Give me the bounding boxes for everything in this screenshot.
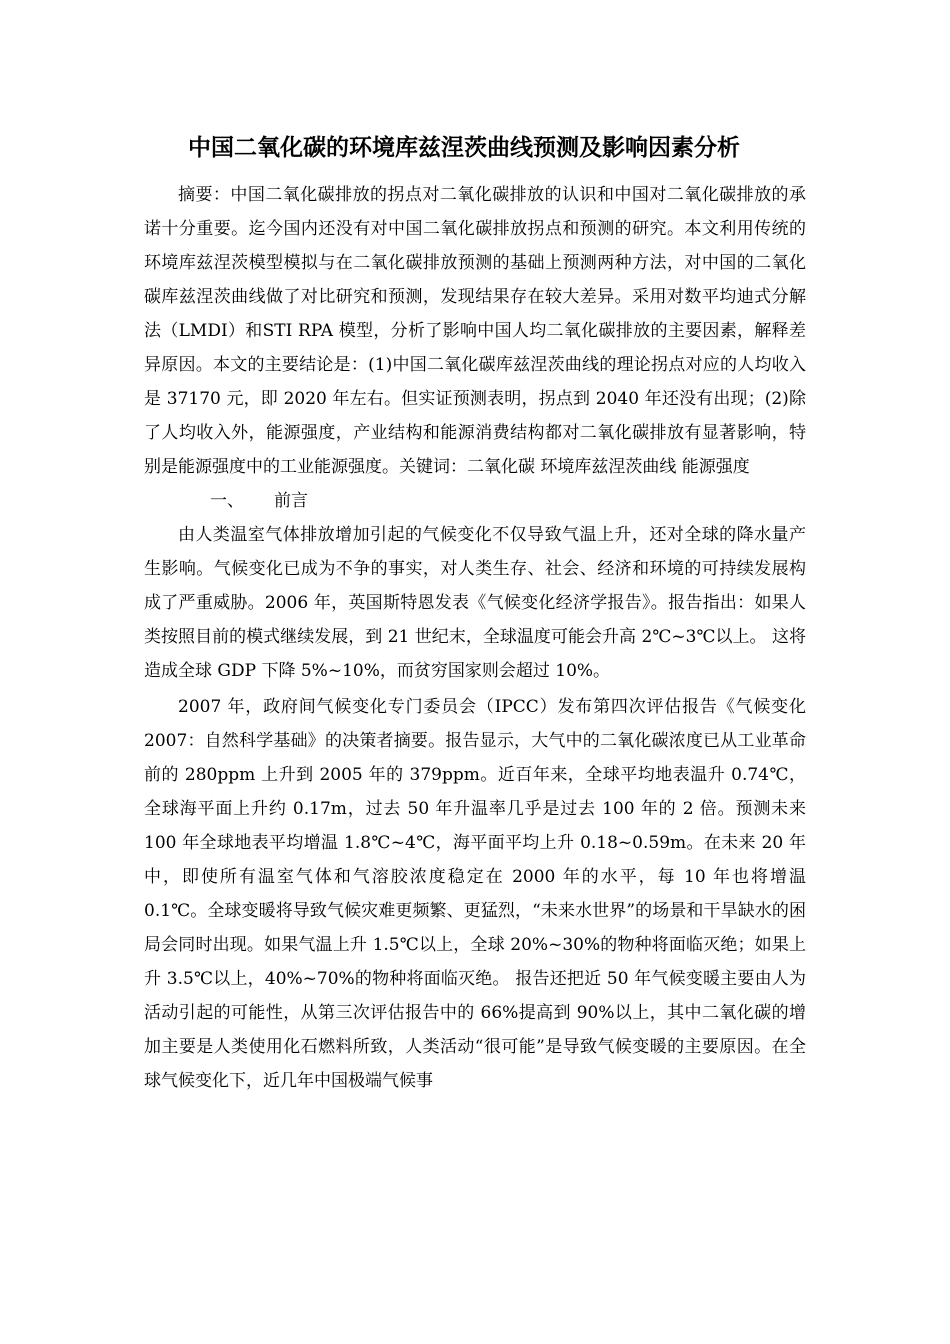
document-page [144, 126, 806, 1098]
body-paragraph: 由人类温室气体排放增加引起的气候变化不仅导致气温上升，还对全球的降水量产生影响。气候变化已成为不争的事实，对人类生存、社会、经济和环境的可持续发展构成了严重威胁。2006 年，英国斯特恩发表《气候变化经济学报告》。报告指出：如果人类按照目前的模式继续发展，到 21 世纪末，全球温度可能会升高 2℃~3℃以上。 这将造成全球 GDP 下降 5%~10%，而贫穷国家则会超过 10%。 [144, 525, 806, 681]
abstract-paragraph: 摘要：中国二氧化碳排放的拐点对二氧化碳排放的认识和中国对二氧化碳排放的承诺十分重要。迄今国内还没有对中国二氧化碳排放拐点和预测的研究。本文利用传统的环境库兹涅茨模型模拟与在二氧化碳排放预测的基础上预测两种方法，对中国的二氧化碳库兹涅茨曲线做了对比研究和预测，发现结果存在较大差异。采用对数平均迪式分解法（LMDI）和STI RPA 模型，分析了影响中国人均二氧化碳排放的主要因素，解释差异原因。本文的主要结论是：(1)中国二氧化碳库兹涅茨曲线的理论拐点对应的人均收入是 37170 元，即 2020 年左右。但实证预测表明，拐点到 2040 年还没有出现；(2)除了人均收入外，能源强度，产业结构和能源消费结构都对二氧化碳排放有显著影响，特别是能源强度中的工业能源强度。关键词：二氧化碳 环境库兹涅茨曲线 能源强度 [144, 185, 806, 477]
section-heading [144, 484, 806, 518]
section-title: 前言 [274, 491, 308, 511]
body-paragraph: 2007 年，政府间气候变化专门委员会（IPCC）发布第四次评估报告《气候变化 2007：自然科学基础》的决策者摘要。报告显示，大气中的二氧化碳浓度已从工业革命前的 280ppm 上升到 2005 年的 379ppm。近百年来，全球平均地表温升 0.74℃，全球海平面上升约 0.17m，过去 50 年升温率几乎是过去 100 年的 2 倍。预测未来 100 年全球地表平均增温 1.8℃~4℃，海平面平均上升 0.18~0.59m。在未来 20 年中，即使所有温室气体和气溶胶浓度稳定在 2000 年的水平，每 10 年也将增温 0.1℃。全球变暖将导致气候灾难更频繁、更猛烈，“未来水世界”的场景和干旱缺水的困局会同时出现。如果气温上升 1.5℃以上，全球 20%~30%的物种将面临灭绝；如果上升 3.5℃以上，40%~70%的物种将面临灭绝。 报告还把近 50 年气候变暖主要由人为活动引起的可能性，从第三次评估报告中的 66%提高到 90%以上，其中二氧化碳的增加主要是人类使用化石燃料所致，人类活动“很可能”是导致气候变暖的主要原因。在全球气候变化下，近几年中国极端气候事 [144, 697, 806, 1091]
section-number: 一、 [210, 491, 244, 511]
document-title: 中国二氧化碳的环境库兹涅茨曲线预测及影响因素分析 [188, 135, 740, 161]
